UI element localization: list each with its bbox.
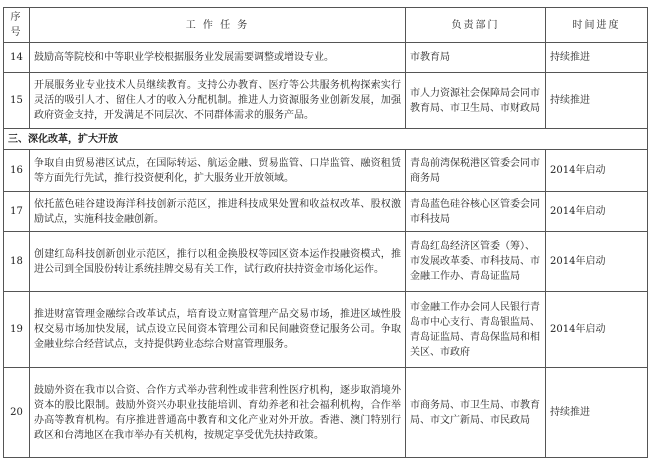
row-task: 推进财富管理金融综合改革试点，培育设立财富管理产品交易市场，推进区域性股权交易市场加快发展，试点设立民间资本管理公司和民间融资登记服务公司。争取金融业综合经营试点，支持提供跨业态综合财富管理服务。 (30, 292, 406, 368)
section-title: 三、深化改革，扩大开放 (4, 129, 648, 150)
section-row (4, 129, 648, 150)
row-progress: 持续推进 (546, 368, 648, 458)
row-dept: 市金融工作办会同人民银行青岛市中心支行、青岛银监局、青岛证监局、青岛保监局和相关区、市政府 (406, 292, 546, 368)
table-row (4, 150, 648, 192)
row-num: 19 (4, 292, 30, 368)
row-progress: 2014年启动 (546, 292, 648, 368)
table-row (4, 292, 648, 368)
row-progress: 持续推进 (546, 73, 648, 129)
row-num: 20 (4, 368, 30, 458)
row-progress: 2014年启动 (546, 192, 648, 232)
table-row (4, 232, 648, 292)
row-dept: 市商务局、市卫生局、市教育局、市文广新局、市民政局 (406, 368, 546, 458)
row-task: 依托蓝色硅谷建设海洋科技创新示范区，推进科技成果处置和收益权改革、股权激励试点，实施科技金融创新。 (30, 192, 406, 232)
row-task: 鼓励外资在我市以合资、合作方式举办营利性或非营利性医疗机构，逐步取消境外资本的股比限制。鼓励外资兴办职业技能培训、育幼养老和社会福利机构，合作举办高等教育机构。有序推进普通高中教育和文化产业对外开放。香港、澳门特别行政区和台湾地区在我市举办有关机构，按规定享受优先扶持政策。 (30, 368, 406, 458)
header-dept: 负责部门 (406, 8, 546, 43)
task-table (3, 7, 648, 458)
header-row (4, 8, 648, 43)
row-dept: 青岛红岛经济区管委（筹）、市发展改革委、市科技局、市金融工作办、青岛证监局 (406, 232, 546, 292)
row-dept: 市教育局 (406, 43, 546, 73)
row-num: 15 (4, 73, 30, 129)
header-task: 工 作 任 务 (30, 8, 406, 43)
table-row (4, 192, 648, 232)
row-task: 创建红岛科技创新创业示范区，推行以租金换股权等园区资本运作投融资模式，推进公司到全国股份转让系统挂牌交易有关工作，试行政府扶持资金市场化运作。 (30, 232, 406, 292)
header-progress: 时间进度 (546, 8, 648, 43)
row-dept: 青岛前湾保税港区管委会同市商务局 (406, 150, 546, 192)
row-progress: 2014年启动 (546, 232, 648, 292)
header-num: 序号 (4, 8, 30, 43)
row-num: 18 (4, 232, 30, 292)
row-num: 16 (4, 150, 30, 192)
table-row (4, 73, 648, 129)
row-task: 开展服务业专业技术人员继续教育。支持公办教育、医疗等公共服务机构探索实行灵活的吸引人才、留住人才的收入分配机制。推进人力资源服务业创新发展，加强政府资金支持，开发满足不同层次、不同群体需求的服务产品。 (30, 73, 406, 129)
row-dept: 青岛蓝色硅谷核心区管委会同市科技局 (406, 192, 546, 232)
row-progress: 2014年启动 (546, 150, 648, 192)
row-task: 争取自由贸易港区试点，在国际转运、航运金融、贸易监管、口岸监管、融资租赁等方面先行先试，推行投资便利化，扩大服务业开放领域。 (30, 150, 406, 192)
row-dept: 市人力资源社会保障局会同市教育局、市卫生局、市财政局 (406, 73, 546, 129)
row-num: 14 (4, 43, 30, 73)
row-task: 鼓励高等院校和中等职业学校根据服务业发展需要调整或增设专业。 (30, 43, 406, 73)
table-row (4, 368, 648, 458)
row-progress: 持续推进 (546, 43, 648, 73)
table-row (4, 43, 648, 73)
row-num: 17 (4, 192, 30, 232)
